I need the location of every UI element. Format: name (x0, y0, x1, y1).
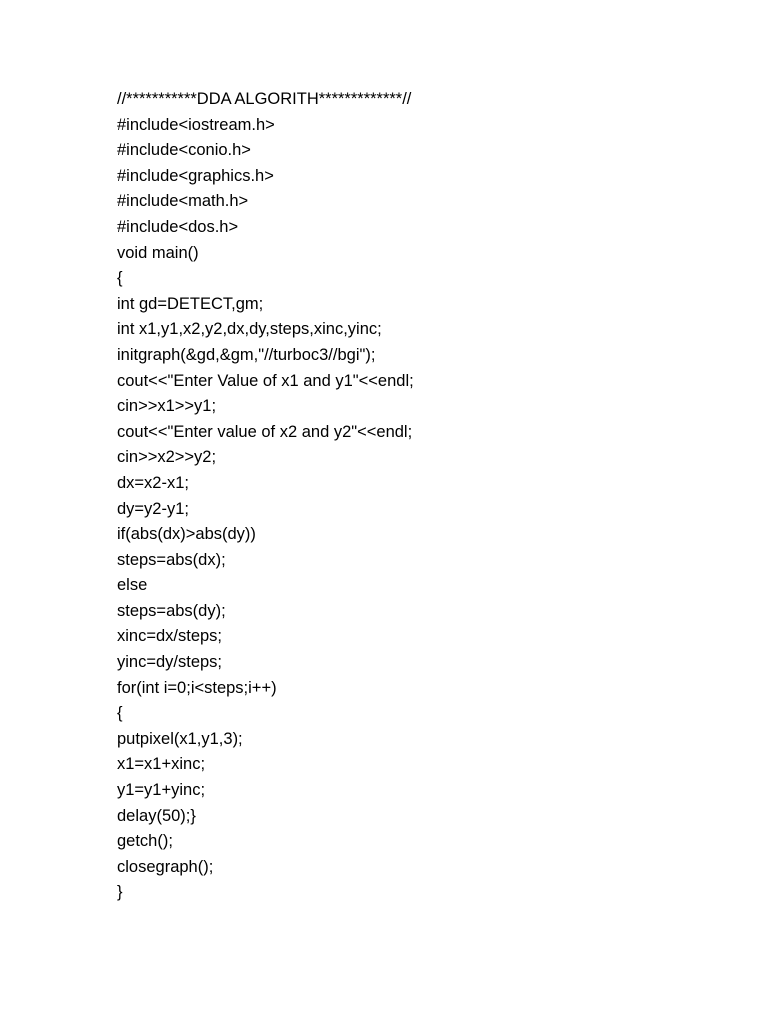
code-line: cout<<"Enter Value of x1 and y1"<<endl; (117, 371, 414, 390)
code-line: x1=x1+xinc; (117, 755, 206, 774)
code-line: cin>>x2>>y2; (117, 448, 217, 467)
code-line: int gd=DETECT,gm; (117, 294, 264, 313)
code-line: cin>>x1>>y1; (117, 397, 217, 416)
code-line: } (117, 883, 123, 902)
code-line: void main() (117, 243, 199, 262)
code-line: #include<dos.h> (117, 217, 239, 236)
code-line: xinc=dx/steps; (117, 627, 223, 646)
code-line: else (117, 576, 148, 595)
code-line: initgraph(&gd,&gm,"//turboc3//bgi"); (117, 345, 376, 364)
code-line: putpixel(x1,y1,3); (117, 729, 243, 748)
code-line: y1=y1+yinc; (117, 781, 206, 800)
code-line: dy=y2-y1; (117, 499, 189, 518)
code-line: #include<math.h> (117, 192, 249, 211)
code-line: if(abs(dx)>abs(dy)) (117, 525, 256, 544)
code-line: getch(); (117, 832, 173, 851)
code-line: int x1,y1,x2,y2,dx,dy,steps,xinc,yinc; (117, 320, 382, 339)
code-line: dx=x2-x1; (117, 473, 189, 492)
code-line: steps=abs(dx); (117, 550, 226, 569)
code-line: #include<iostream.h> (117, 115, 275, 134)
code-line: for(int i=0;i<steps;i++) (117, 678, 277, 697)
code-listing (117, 87, 414, 906)
code-line: cout<<"Enter value of x2 and y2"<<endl; (117, 422, 413, 441)
code-line: closegraph(); (117, 857, 214, 876)
code-line: #include<graphics.h> (117, 166, 274, 185)
code-line: { (117, 269, 123, 288)
code-line: #include<conio.h> (117, 141, 251, 160)
code-line: steps=abs(dy); (117, 601, 226, 620)
code-line: //***********DDA ALGORITH*************// (117, 90, 412, 108)
code-line: yinc=dy/steps; (117, 653, 223, 672)
code-line: { (117, 704, 123, 723)
code-line: delay(50);} (117, 806, 196, 825)
